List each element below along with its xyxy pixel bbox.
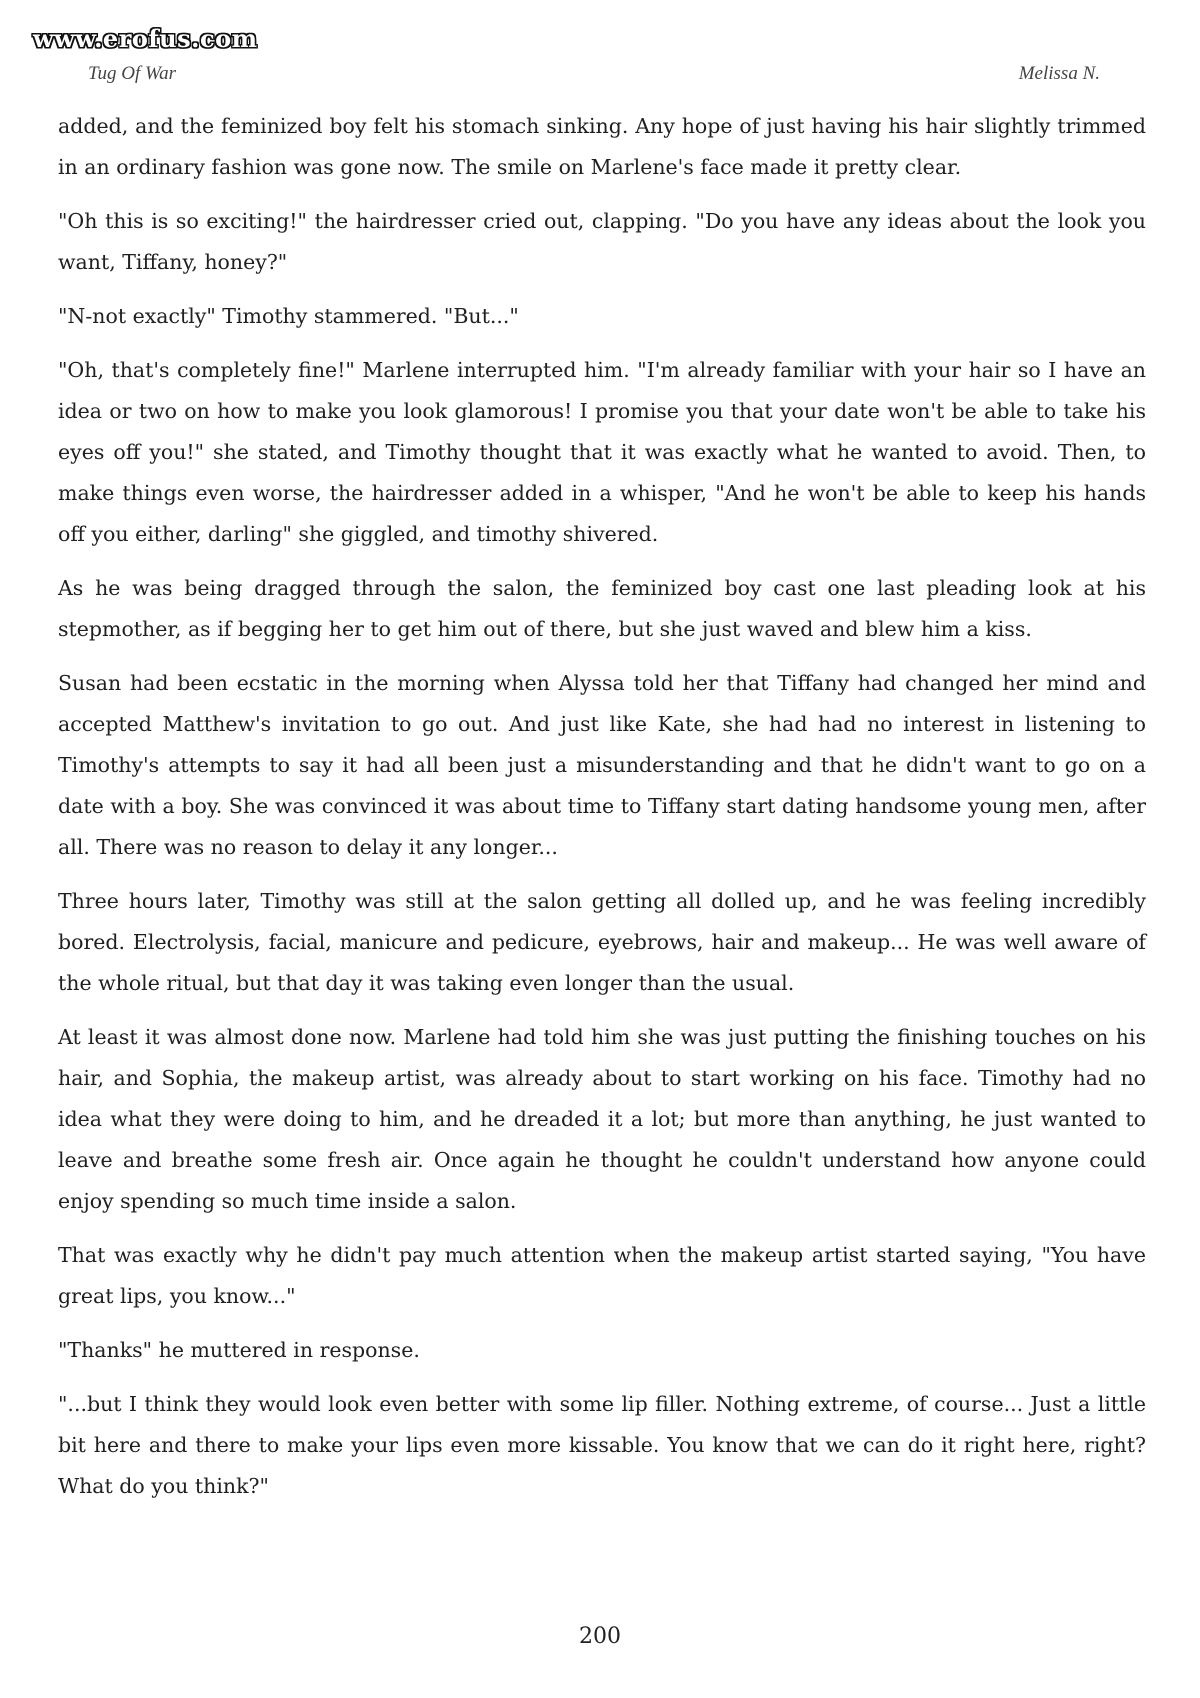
book-title: Tug Of War <box>88 63 176 84</box>
page-number: 200 <box>579 1624 621 1649</box>
watermark-text: www.erofus.com <box>33 24 258 53</box>
running-header <box>88 63 1100 85</box>
paragraph: "Thanks" he muttered in response. <box>58 1338 420 1362</box>
paragraph: "N-not exactly" Timothy stammered. "But..." <box>58 304 519 328</box>
paragraph: "...but I think they would look even better with some lip filler. Nothing extreme, of course... Just a little bit here and there to make your lips even more kissable. You know that we can do it right here, right? What do you think?" <box>58 1392 1146 1498</box>
paragraph: "Oh, that's completely fine!" Marlene interrupted him. "I'm already familiar with your hair so I have an idea or two on how to make you look glamorous! I promise you that your date won't be able to take his eyes off you!" she stated, and Timothy thought that it was exactly what he wanted to avoid. Then, to make things even worse, the hairdresser added in a whisper, "And he won't be able to keep his hands off you either, darling" she giggled, and timothy shivered. <box>58 358 1146 546</box>
paragraph: As he was being dragged through the salon, the feminized boy cast one last pleading look at his stepmother, as if begging her to get him out of there, but she just waved and blew him a kiss. <box>58 576 1146 641</box>
paragraph: "Oh this is so exciting!" the hairdresser cried out, clapping. "Do you have any ideas about the look you want, Tiffany, honey?" <box>58 209 1146 274</box>
paragraph: That was exactly why he didn't pay much attention when the makeup artist started saying, "You have great lips, you know..." <box>58 1243 1146 1308</box>
paragraph: At least it was almost done now. Marlene had told him she was just putting the finishing touches on his hair, and Sophia, the makeup artist, was already about to start working on his face. Timothy had no idea what they were doing to him, and he dreaded it a lot; but more than anything, he just wanted to leave and breathe some fresh air. Once again he thought he couldn't understand how anyone could enjoy spending so much time inside a salon. <box>58 1025 1146 1213</box>
paragraph: Three hours later, Timothy was still at the salon getting all dolled up, and he was feeling incredibly bored. Electrolysis, facial, manicure and pedicure, eyebrows, hair and makeup... He was well aware of the whole ritual, but that day it was taking even longer than the usual. <box>58 889 1146 995</box>
page-body <box>58 106 1146 1520</box>
paragraph: Susan had been ecstatic in the morning when Alyssa told her that Tiffany had changed her mind and accepted Matthew's invitation to go out. And just like Kate, she had had no interest in listening to Timothy's attempts to say it had all been just a misunderstanding and that he didn't want to go on a date with a boy. She was convinced it was about time to Tiffany start dating handsome young men, after all. There was no reason to delay it any longer... <box>58 671 1146 859</box>
author-name: Melissa N. <box>1018 63 1100 84</box>
paragraph: added, and the feminized boy felt his stomach sinking. Any hope of just having his hair slightly trimmed in an ordinary fashion was gone now. The smile on Marlene's face made it pretty clear. <box>58 114 1146 179</box>
